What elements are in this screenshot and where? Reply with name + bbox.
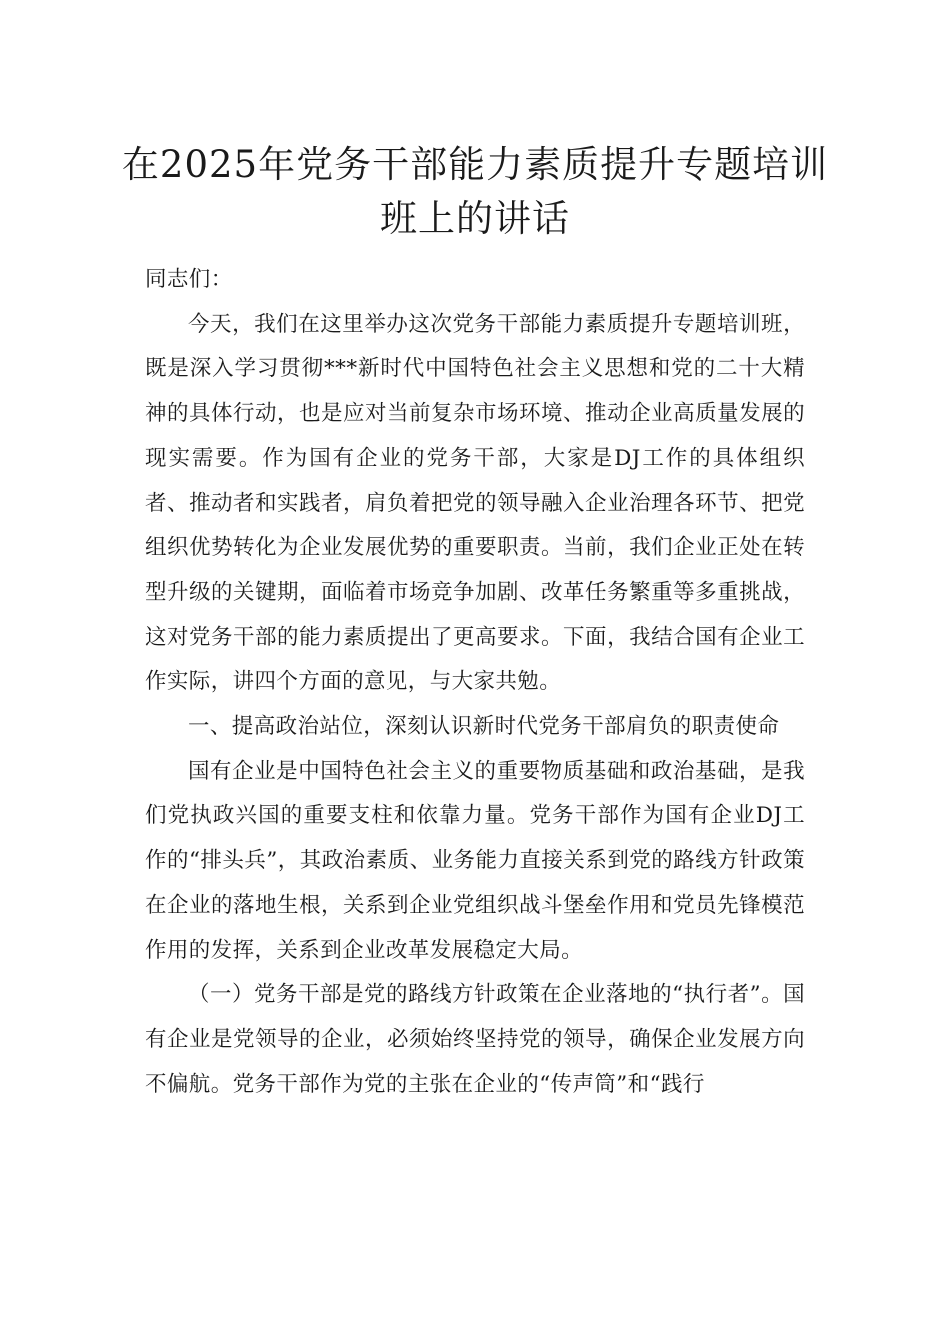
document-body <box>145 258 805 1107</box>
document-title: 在2025年党务干部能力素质提升专题培训班上的讲话 <box>121 143 829 240</box>
salutation: 同志们： <box>145 267 233 292</box>
paragraph-section-1: 国有企业是中国特色社会主义的重要物质基础和政治基础，是我们党执政兴国的重要支柱和依靠力量。党务干部作为国有企业DJ工作的“排头兵”，其政治素质、业务能力直接关系到党的路线方针政策在企业的落地生根，关系到企业党组织战斗堡垒作用和党员先锋模范作用的发挥，关系到企业改革发展稳定大局。 <box>145 758 805 963</box>
paragraph-subsection-1: （一）党务干部是党的路线方针政策在企业落地的“执行者”。国有企业是党领导的企业，必须始终坚持党的领导，确保企业发展方向不偏航。党务干部作为党的主张在企业的“传声筒”和“践行 <box>145 982 805 1097</box>
paragraph-intro: 今天，我们在这里举办这次党务干部能力素质提升专题培训班，既是深入学习贯彻***新时代中国特色社会主义思想和党的二十大精神的具体行动，也是应对当前复杂市场环境、推动企业高质量发展的现实需要。作为国有企业的党务干部，大家是DJ工作的具体组织者、推动者和实践者，肩负着把党的领导融入企业治理各环节、把党组织优势转化为企业发展优势的重要职责。当前，我们企业正处在转型升级的关键期，面临着市场竞争加剧、改革任务繁重等多重挑战，这对党务干部的能力素质提出了更高要求。下面，我结合国有企业工作实际，讲四个方面的意见，与大家共勉。 <box>145 311 805 695</box>
section-heading-1: 一、提高政治站位，深刻认识新时代党务干部肩负的职责使命 <box>188 714 780 740</box>
